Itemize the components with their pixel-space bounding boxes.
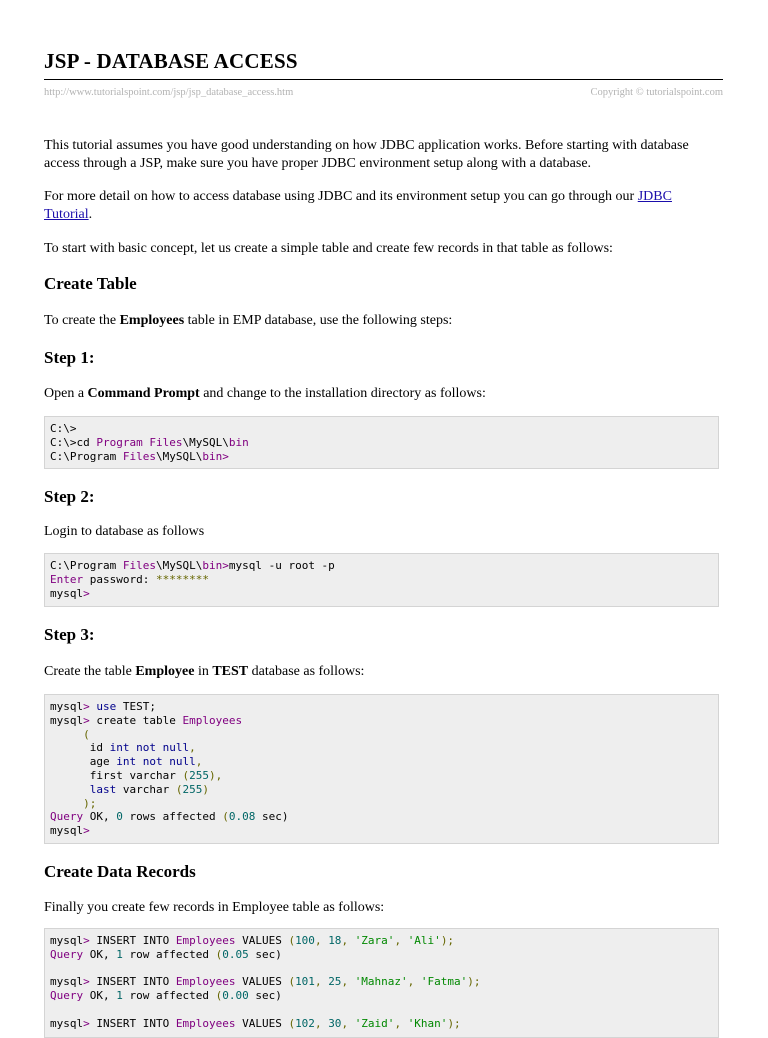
code-token: Query — [50, 989, 84, 1003]
code-token: null — [169, 755, 196, 769]
code-token: Employees — [175, 934, 236, 947]
code-token: sec) — [255, 810, 289, 824]
code-line — [50, 948, 713, 962]
code-token: Enter — [50, 572, 84, 586]
code-token: , — [314, 1016, 329, 1030]
code-token: 255 — [182, 782, 203, 796]
page-title: JSP - DATABASE ACCESS — [44, 49, 298, 73]
code-token: 255 — [189, 768, 209, 782]
code-line — [50, 934, 713, 948]
code-token: Query — [50, 810, 84, 824]
code-line — [50, 728, 713, 742]
step-2-text: Login to database as follows — [44, 524, 205, 539]
code-token: INSERT INTO — [89, 1016, 176, 1030]
code-token: not — [136, 741, 156, 755]
code-line — [50, 559, 713, 573]
code-token: ); — [447, 1016, 461, 1030]
employees-bold: Employees — [119, 313, 185, 328]
employee-bold: Employee — [135, 664, 195, 679]
code-token: C:\>cd — [50, 435, 97, 449]
code-token: 1 — [116, 989, 123, 1003]
code-token: 30 — [328, 1016, 342, 1030]
code-token: Employees — [182, 713, 243, 727]
code-line — [50, 783, 713, 797]
code-line — [50, 573, 713, 587]
step-3-text-mid: in — [194, 664, 213, 679]
code-token: 'Zara' — [354, 934, 395, 947]
code-token: ); — [440, 934, 455, 947]
code-token: 'Khan' — [407, 1016, 448, 1030]
command-prompt-bold: Command Prompt — [87, 386, 200, 401]
code-token: use — [96, 700, 117, 713]
step-3-code-block — [44, 694, 719, 844]
code-token: , — [189, 741, 196, 755]
code-line — [50, 741, 713, 755]
code-token: ( — [215, 989, 223, 1003]
step-3-text — [44, 663, 720, 681]
code-token: Program — [96, 435, 143, 449]
code-token: , — [314, 975, 329, 989]
code-token: ( — [288, 934, 296, 947]
code-token: C:\Program — [50, 449, 123, 463]
code-token: mysql — [50, 824, 84, 838]
code-line — [50, 989, 713, 1003]
code-token — [50, 783, 90, 796]
code-token: mysql -u root -p — [228, 559, 335, 572]
code-token: INSERT INTO — [89, 934, 176, 947]
code-token: password: — [83, 572, 156, 586]
code-token: \MySQL\ — [182, 435, 229, 449]
code-token: > — [83, 1016, 90, 1030]
step-2-code-block — [44, 553, 719, 607]
code-token: > — [83, 975, 90, 989]
code-token: > — [83, 934, 90, 947]
code-token: mysql — [50, 975, 84, 989]
code-token: ( — [182, 768, 190, 782]
code-token: mysql — [50, 934, 84, 947]
code-token: VALUES — [235, 975, 289, 989]
code-line — [50, 975, 713, 989]
code-token: sec) — [248, 947, 282, 961]
intro-paragraph-2-end: . — [88, 207, 93, 222]
code-line — [50, 755, 713, 769]
code-token: 0 — [116, 810, 123, 824]
step-1-code-block — [44, 416, 719, 469]
code-token: ( — [288, 1016, 296, 1030]
code-line — [50, 436, 713, 450]
step-1-heading: Step 1: — [44, 348, 95, 367]
code-token: TEST; — [116, 700, 156, 713]
code-token: int — [109, 741, 130, 755]
code-token — [136, 755, 143, 768]
code-token: > — [222, 449, 229, 463]
step-1-text — [44, 385, 720, 403]
create-table-text — [44, 312, 720, 330]
code-token: first varchar — [50, 768, 183, 782]
create-table-heading: Create Table — [44, 274, 137, 293]
code-token: sec) — [248, 989, 282, 1003]
code-token: bin — [228, 435, 249, 449]
code-token: Files — [122, 449, 156, 463]
step-3-text-end: database as follows: — [248, 664, 365, 679]
create-table-text-start: To create the — [44, 313, 120, 328]
code-token: ), — [208, 768, 223, 782]
code-token: ) — [202, 782, 209, 796]
code-token: 25 — [328, 975, 342, 989]
code-token: Employees — [175, 975, 236, 989]
step-1-text-start: Open a — [44, 386, 88, 401]
code-line — [50, 824, 713, 838]
code-line — [50, 450, 713, 464]
step-3-text-start: Create the table — [44, 664, 136, 679]
code-token: 0.00 — [222, 989, 249, 1003]
code-token: C:\Program — [50, 559, 123, 572]
code-token: 1 — [116, 947, 123, 961]
code-token: , — [394, 1016, 408, 1030]
code-token: mysql — [50, 586, 84, 600]
code-token: 'Mahnaz' — [354, 975, 408, 989]
code-token: 0.05 — [222, 947, 249, 961]
code-token: ); — [467, 975, 481, 989]
code-line — [50, 769, 713, 783]
code-token: > — [83, 586, 90, 600]
code-token: 18 — [328, 934, 342, 947]
code-token: Files — [149, 435, 183, 449]
code-token: , — [407, 975, 421, 989]
code-token: ( — [222, 810, 229, 824]
code-token: VALUES — [235, 1016, 289, 1030]
code-token: mysql — [50, 713, 84, 727]
code-token: Query — [50, 947, 84, 961]
code-token: , — [341, 934, 355, 947]
code-token: ******** — [155, 572, 209, 586]
create-data-records-code-block — [44, 928, 719, 1038]
code-token: 'Ali' — [407, 934, 441, 947]
code-token: mysql — [50, 1016, 84, 1030]
source-url: http://www.tutorialspoint.com/jsp/jsp_database_access.htm — [44, 87, 294, 98]
code-token: , — [394, 934, 408, 947]
code-line — [50, 810, 713, 824]
code-token: null — [162, 741, 190, 755]
title-divider — [44, 79, 723, 80]
code-token: not — [142, 755, 163, 769]
code-line — [50, 1003, 713, 1017]
code-token: > — [83, 824, 90, 838]
code-token: int — [116, 755, 137, 769]
code-token: ( — [215, 947, 223, 961]
code-line — [50, 587, 713, 601]
code-token: ( — [175, 782, 183, 796]
intro-paragraph-1: This tutorial assumes you have good understanding on how JDBC application works. Before starting with database access through a JSP, make sure you have proper JDBC environment setup along with a database. — [44, 138, 689, 171]
create-table-text-end: table in EMP database, use the following steps: — [184, 313, 453, 328]
intro-paragraph-3: To start with basic concept, let us create a simple table and create few records in that table as follows: — [44, 241, 613, 256]
code-token: last — [89, 782, 117, 796]
code-line — [50, 700, 713, 714]
code-token: \MySQL\ — [155, 559, 203, 572]
code-token: bin — [202, 559, 223, 572]
code-token: VALUES — [235, 934, 289, 947]
code-token: 100 — [295, 934, 315, 947]
code-token: INSERT INTO — [89, 975, 176, 989]
code-token: > — [222, 559, 229, 572]
step-2-heading: Step 2: — [44, 487, 95, 506]
code-token: OK, — [83, 989, 117, 1003]
step-1-text-end: and change to the installation directory as follows: — [199, 386, 486, 401]
code-token: ( — [288, 975, 296, 989]
code-token: 101 — [295, 975, 315, 989]
intro-paragraph-2 — [44, 188, 720, 224]
code-line — [50, 422, 713, 436]
copyright-notice: Copyright © tutorialspoint.com — [590, 87, 723, 98]
code-token: id — [50, 741, 110, 755]
code-token: row affected — [122, 989, 216, 1003]
code-token: create table — [89, 713, 183, 727]
code-line — [50, 797, 713, 811]
code-token: ); — [50, 796, 97, 810]
code-token: C:\> — [50, 422, 77, 435]
code-token: 102 — [295, 1016, 315, 1030]
code-token: Employees — [175, 1016, 236, 1030]
code-token: > — [83, 713, 90, 727]
code-token — [156, 741, 163, 754]
code-token: , — [195, 755, 203, 769]
code-token: , — [314, 934, 329, 947]
code-token: > — [83, 700, 90, 713]
code-line — [50, 714, 713, 728]
create-data-records-text: Finally you create few records in Employee table as follows: — [44, 900, 385, 915]
code-token: 'Zaid' — [354, 1016, 395, 1030]
intro-paragraph-2-text: For more detail on how to access database using JDBC and its environment setup you can go through our — [44, 189, 638, 204]
code-token: , — [341, 1016, 355, 1030]
code-line — [50, 962, 713, 976]
test-bold: TEST — [212, 664, 249, 679]
code-token: row affected — [122, 947, 216, 961]
code-token: , — [341, 975, 355, 989]
code-token: mysql — [50, 700, 84, 713]
code-token: rows affected — [122, 810, 223, 824]
create-data-records-heading: Create Data Records — [44, 862, 196, 881]
code-token: OK, — [83, 947, 117, 961]
jdbc-tutorial-link[interactable]: JDBC Tutorial — [44, 189, 672, 222]
code-token: Files — [122, 559, 156, 572]
code-token: ( — [50, 727, 90, 741]
code-token: bin — [202, 449, 223, 463]
code-token: OK, — [83, 810, 117, 824]
step-3-heading: Step 3: — [44, 625, 95, 644]
code-token: 'Fatma' — [420, 975, 468, 989]
code-token: \MySQL\ — [155, 449, 203, 463]
code-token: age — [50, 755, 117, 769]
code-token: 0.08 — [228, 810, 256, 824]
code-token: varchar — [116, 782, 176, 796]
